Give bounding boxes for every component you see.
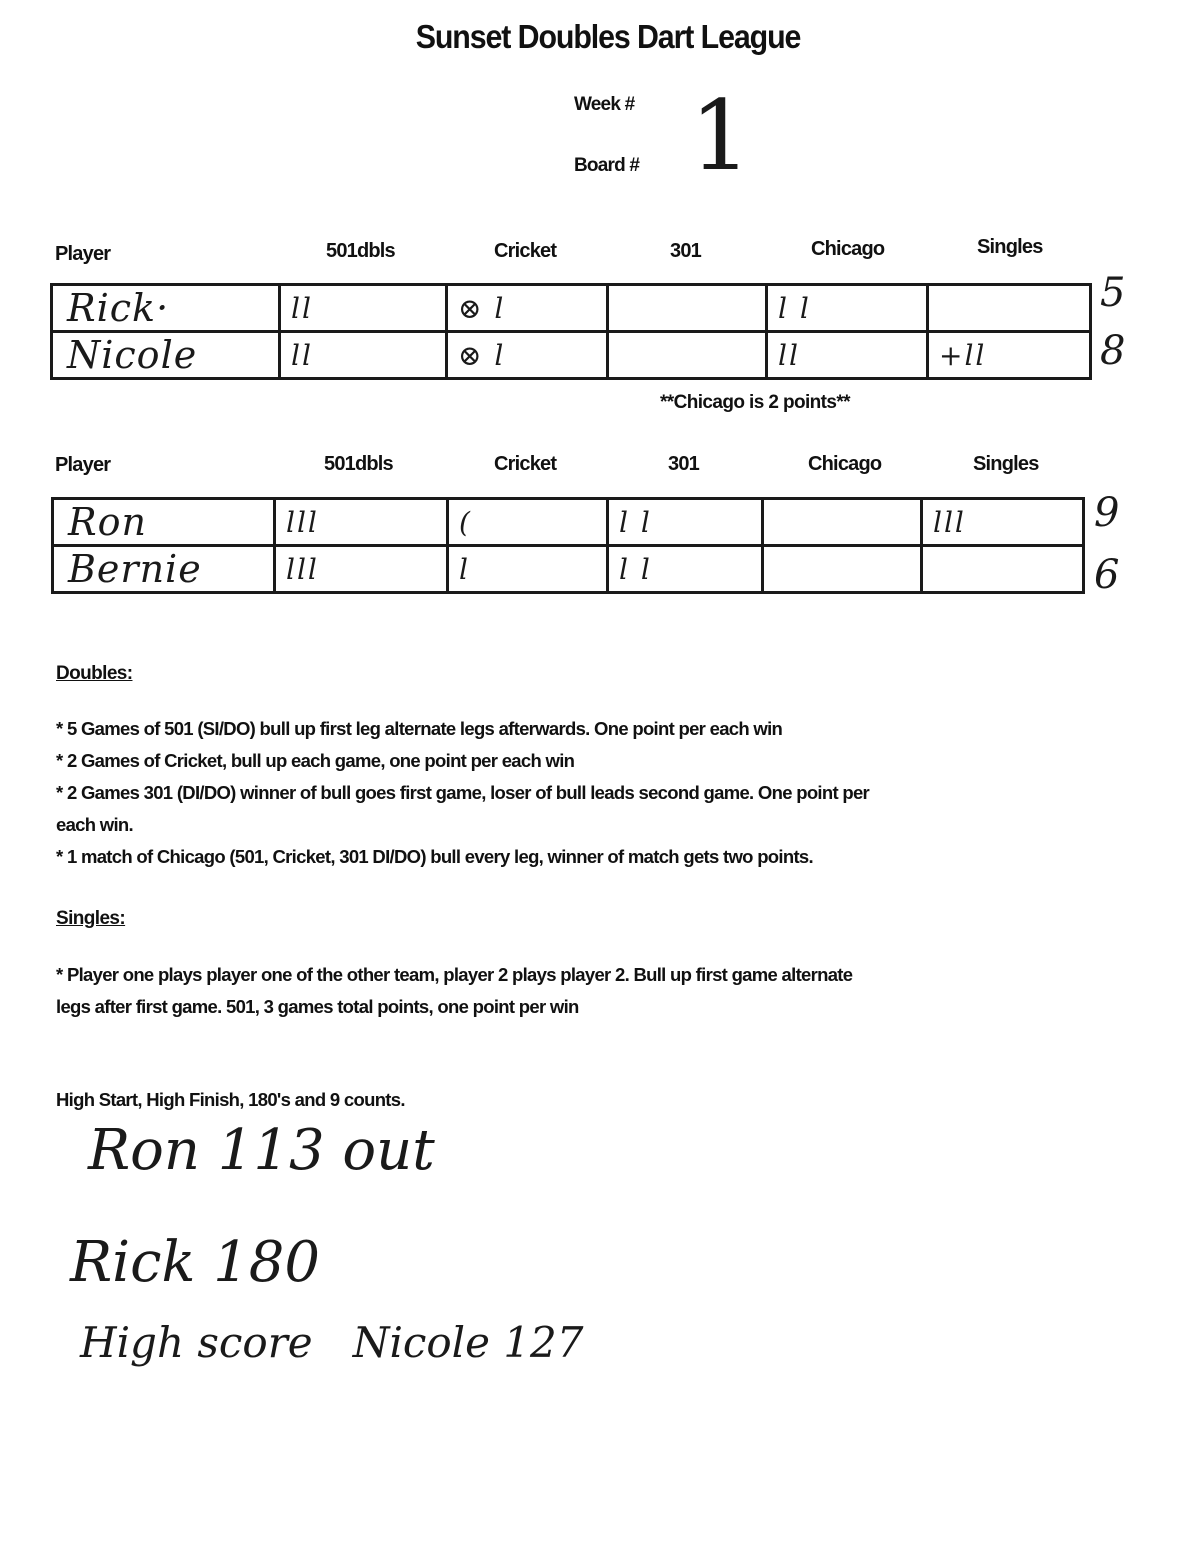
team2-score-table [51,497,1085,594]
player-name: Bernie [68,547,202,591]
team2-side-score-1: 9 [1094,490,1120,536]
header-501dbls: 501dbls [324,453,393,475]
team1-side-score-1: 5 [1100,270,1126,316]
week-value: 1 [690,80,752,192]
team1-side-score-2: 8 [1100,328,1126,374]
header-cricket: Cricket [494,240,557,262]
week-label: Week # [574,94,635,115]
team1-score-table [50,283,1092,380]
high-entry-1: Ron 113 out [88,1118,435,1183]
rule-cricket: * 2 Games of Cricket, bull up each game, one point per each win [56,750,575,771]
header-player: Player [55,243,111,265]
header-301: 301 [668,453,699,475]
singles-rules [56,959,876,1023]
player-cell [53,499,275,546]
high-entry-2: Rick 180 [70,1230,321,1295]
header-cricket: Cricket [494,453,557,475]
rule-chicago: * 1 match of Chicago (501, Cricket, 301 DI/DO) bull every leg, winner of match gets two points. [56,846,813,867]
header-singles: Singles [977,236,1043,258]
high-entry-3: High score Nicole 127 [80,1318,584,1367]
header-301: 301 [670,240,701,262]
player-name: Nicole [67,333,198,377]
rule-301: * 2 Games 301 (DI/DO) winner of bull goes first game, loser of bull leads second game. One point per each win. [56,782,870,835]
header-chicago: Chicago [811,238,885,260]
rule-singles: * Player one plays player one of the other team, player 2 plays player 2. Bull up first game alternate legs after first game. 501, 3 games total points, one point per win [56,964,853,1017]
tally-singles: +ll [939,338,987,372]
tally-cricket: l [459,552,470,586]
tally-cricket: ⊗ l [458,291,506,325]
tally-501dbls: ll [291,338,313,372]
team2-side-score-2: 6 [1094,552,1120,598]
header-singles: Singles [973,453,1039,475]
chicago-note: **Chicago is 2 points** [660,392,850,413]
tally-501dbls: lll [286,552,319,586]
tally-singles: lll [933,505,966,539]
player-name: Ron [68,500,147,544]
player-cell [53,546,275,593]
page-title: Sunset Doubles Dart League [415,18,801,55]
tally-501dbls: lll [286,505,319,539]
player-cell [52,285,280,332]
doubles-rules [56,713,896,873]
table-row [52,332,1091,379]
tally-chicago: ll [778,338,800,372]
player-cell [52,332,280,379]
header-501dbls: 501dbls [326,240,395,262]
table-row [53,546,1084,593]
tally-cricket: ⊗ l [458,338,506,372]
table-row [52,285,1091,332]
high-label: High Start, High Finish, 180's and 9 counts. [56,1089,405,1110]
singles-heading: Singles: [56,908,126,929]
header-player: Player [55,454,111,476]
rule-501: * 5 Games of 501 (SI/DO) bull up first leg alternate legs afterwards. One point per each win [56,718,783,739]
tally-301: l l [619,552,652,586]
tally-501dbls: ll [291,291,313,325]
tally-cricket: ( [459,505,472,539]
doubles-heading: Doubles: [56,663,133,684]
tally-301: l l [619,505,652,539]
header-chicago: Chicago [808,453,882,475]
tally-chicago: l l [778,291,811,325]
table-row [53,499,1084,546]
board-label: Board # [574,155,640,176]
player-name: Rick· [67,286,170,330]
